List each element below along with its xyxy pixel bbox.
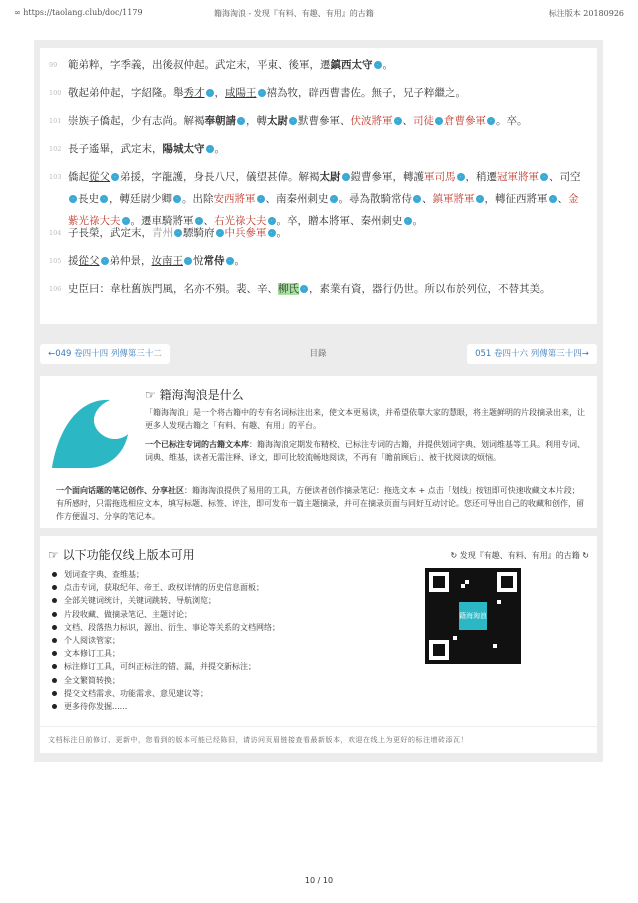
line-text[interactable]: 史臣曰：韋杜舊族門風，名亦不殞。裴、辛、柳氏 · ，素業有資，器行仍世。所以布於列位，不替其美。 bbox=[68, 283, 551, 295]
annotation-tag-icon[interactable]: · bbox=[457, 173, 465, 181]
next-chapter-link[interactable]: 051 卷四十六 列傳第三十四→ bbox=[467, 344, 597, 364]
about-p2-text: ：籍海淘浪定期发布精校、已标注专词的古籍，并提供划词字典、划词维基等工具。利用专词、词典、维基，读者无需注释、译文，即可比较流畅地阅读，不再有「瞻前顾后」、被干扰阅读的烦恼。 bbox=[145, 440, 585, 462]
feature-item: 提交文档需求、功能需求、意见建议等； bbox=[50, 687, 430, 700]
line-text[interactable]: 僑起從父 · 弟援，字龍護，身長八尺，儀望甚偉。解褐太尉 · 鎧曹參軍，轉護軍司馬 · ，稍遷冠軍將軍 · 、司空· 長史 · ，轉廷尉少卿 · 。出除安西將軍 · 、南秦州刺史 · 。尋為散騎常侍 · 、鎮軍將軍 · ，轉征西將軍 · 、金紫光祿大夫 · 。遷車騎將軍 · 、右光祿大夫 · 。卒，贈本將軍、秦州刺史 · 。 bbox=[68, 171, 581, 227]
about-p3 bbox=[56, 484, 586, 523]
about-heading-text: 籍海淘浪是什么 bbox=[159, 388, 244, 402]
line-number: 106 bbox=[49, 285, 62, 293]
annotation-tag-icon[interactable]: · bbox=[174, 229, 182, 237]
feature-item: 个人阅读管家； bbox=[50, 634, 430, 647]
pointing-hand-icon: ☞ bbox=[145, 388, 156, 402]
pointing-hand-icon: ☞ bbox=[48, 548, 59, 562]
page-header bbox=[14, 8, 624, 22]
annotation-tag-icon[interactable]: · bbox=[226, 257, 234, 265]
line-text[interactable]: 援從父 · 弟仲景，汝南王 · 悅常侍 · 。 bbox=[68, 255, 245, 267]
annotation-tag-icon[interactable]: · bbox=[216, 229, 224, 237]
annotation-tag-icon[interactable]: · bbox=[237, 117, 245, 125]
line-text[interactable]: 崇族子僑起，少有志尚。解褐奉朝請 · ，轉太尉 · 默曹參軍、伏波將軍 · 、司徒 · 倉曹參軍 · 。卒。 bbox=[68, 115, 528, 127]
line-number: 100 bbox=[49, 89, 62, 97]
line-text[interactable]: 子長榮，武定末，青州 · 驃騎府 · 中兵參軍 · 。 bbox=[68, 227, 287, 239]
annotation-tag-icon[interactable]: · bbox=[195, 217, 203, 225]
page-number: 10 / 10 bbox=[304, 876, 334, 885]
about-heading bbox=[145, 386, 244, 403]
annotation-tag-icon[interactable]: · bbox=[549, 195, 557, 203]
about-p1: 「籍海淘浪」是一个将古籍中的专有名词标注出来，使文本更易读，并希望依靠大家的慧眼，将主题鲜明的片段摘录出来，让更多人发现古籍之「有料、有趣、有用」的平台。 bbox=[145, 408, 585, 430]
annotation-tag-icon[interactable]: · bbox=[101, 257, 109, 265]
annotation-tag-icon[interactable]: · bbox=[342, 173, 350, 181]
online-heading bbox=[48, 546, 195, 563]
annotation-tag-icon[interactable]: · bbox=[100, 195, 108, 203]
line-number: 103 bbox=[49, 173, 62, 181]
annotation-tag-icon[interactable]: · bbox=[487, 117, 495, 125]
annotation-tag-icon[interactable]: · bbox=[289, 117, 297, 125]
qr-caption-text: 发现『有趣、有料、有用』的古籍 bbox=[459, 551, 580, 560]
annotation-tag-icon[interactable]: · bbox=[394, 117, 402, 125]
annotation-tag-icon[interactable]: · bbox=[184, 257, 192, 265]
feature-item: 片段收藏、做摘录笔记、主题讨论； bbox=[50, 608, 430, 621]
feature-list bbox=[50, 568, 430, 713]
feature-item: 划词查字典、查维基； bbox=[50, 568, 430, 581]
feature-item: 更多待你发掘...... bbox=[50, 700, 430, 713]
feature-item: 文档、段落热力标识，源出、衍生、事论等关系的文档网络； bbox=[50, 621, 430, 634]
annotation-tag-icon[interactable]: · bbox=[300, 285, 308, 293]
annotation-tag-icon[interactable]: · bbox=[413, 195, 421, 203]
feature-item: 全部关键词统计，关键词跳转、导航浏览； bbox=[50, 594, 430, 607]
annotation-tag-icon[interactable]: · bbox=[435, 117, 443, 125]
online-heading-text: 以下功能仅线上版本可用 bbox=[62, 548, 195, 562]
annotation-tag-icon[interactable]: · bbox=[268, 229, 276, 237]
wave-logo-icon bbox=[48, 390, 130, 472]
about-p2 bbox=[145, 438, 585, 464]
header-version: 标注版本 20180926 bbox=[548, 9, 624, 18]
header-url[interactable]: ∞ https://taolang.club/doc/1179 bbox=[14, 8, 143, 17]
annotation-tag-icon[interactable]: · bbox=[476, 195, 484, 203]
refresh-icon: ↻ bbox=[582, 551, 589, 560]
annotation-tag-icon[interactable]: · bbox=[540, 173, 548, 181]
annotation-tag-icon[interactable]: · bbox=[111, 173, 119, 181]
about-p3-bold: 一个面向话题的笔记创作、分享社区 bbox=[56, 486, 184, 495]
feature-item: 标注修订工具，可纠正标注的错、漏，并提交新标注； bbox=[50, 660, 430, 673]
annotation-tag-icon[interactable]: · bbox=[206, 89, 214, 97]
refresh-icon: ↻ bbox=[450, 551, 458, 560]
about-p2-bold: 一个已标注专词的古籍文本库 bbox=[145, 440, 249, 449]
line-number: 101 bbox=[49, 117, 62, 125]
annotation-tag-icon[interactable]: · bbox=[330, 195, 338, 203]
annotation-tag-icon[interactable]: · bbox=[173, 195, 181, 203]
qr-center-logo: 籍海淘浪 bbox=[459, 602, 487, 630]
qr-caption bbox=[451, 550, 590, 561]
line-number: 104 bbox=[49, 229, 62, 237]
line-number: 99 bbox=[49, 61, 58, 69]
line-number: 102 bbox=[49, 145, 62, 153]
online-features-section bbox=[40, 536, 597, 726]
index-link[interactable]: 目錄 bbox=[309, 349, 327, 359]
header-title: 籍海淘浪 - 发现『有料、有趣、有用』的古籍 bbox=[214, 9, 374, 18]
text-lines bbox=[40, 48, 597, 324]
annotation-tag-icon[interactable]: · bbox=[404, 217, 412, 225]
line-text[interactable]: 長子遙畢，武定末，陽城太守 · 。 bbox=[68, 143, 225, 155]
annotation-tag-icon[interactable]: · bbox=[374, 61, 382, 69]
line-text[interactable]: 敬起弟仲起，字紹隆。舉秀才 · ，咸陽王 · 禧為牧，辟西曹書佐。無子，兄子粹繼之。 bbox=[68, 87, 466, 99]
about-section bbox=[40, 376, 597, 528]
about-p3-text: ：籍海淘浪提供了易用的工具，方便读者创作摘录笔记：拖选文本 + 点击「划线」按钮即可快速收藏文本片段；有所感时，只需拖选相应文本，填写标题、标签、评注，即可发布一篇主题摘录，并可在摘录页面与同好互动讨论。您还可导出自己的收藏和创作，留作方便温习、分享的笔记本。 bbox=[56, 486, 584, 521]
feature-item: 全文繁简转换； bbox=[50, 674, 430, 687]
line-number: 105 bbox=[49, 257, 62, 265]
annotation-tag-icon[interactable]: · bbox=[258, 89, 266, 97]
annotation-tag-icon[interactable]: · bbox=[69, 195, 77, 203]
line-text[interactable]: 範弟粹，字季義，出後叔仲起。武定末，平東、後軍，遷鎮西太守 · 。 bbox=[68, 59, 393, 71]
annotation-tag-icon[interactable]: · bbox=[268, 217, 276, 225]
feature-item: 点击专词，获取纪年、帝王、政权详情的历史信息面板； bbox=[50, 581, 430, 594]
qr-code bbox=[425, 568, 521, 664]
annotation-tag-icon[interactable]: · bbox=[257, 195, 265, 203]
chapter-navigation bbox=[34, 340, 603, 368]
feature-item: 文本修订工具； bbox=[50, 647, 430, 660]
footnote bbox=[40, 726, 597, 753]
footnote-text: 文档标注日前修订、更新中，您看到的版本可能已经陈旧，请访问页眉链接查看最新版本，欢迎在线上为更好的标注增砖添瓦！ bbox=[48, 736, 468, 744]
annotation-tag-icon[interactable]: · bbox=[206, 145, 214, 153]
prev-chapter-link[interactable]: ←049 卷四十四 列傳第三十二 bbox=[40, 344, 170, 364]
annotation-tag-icon[interactable]: · bbox=[122, 217, 130, 225]
